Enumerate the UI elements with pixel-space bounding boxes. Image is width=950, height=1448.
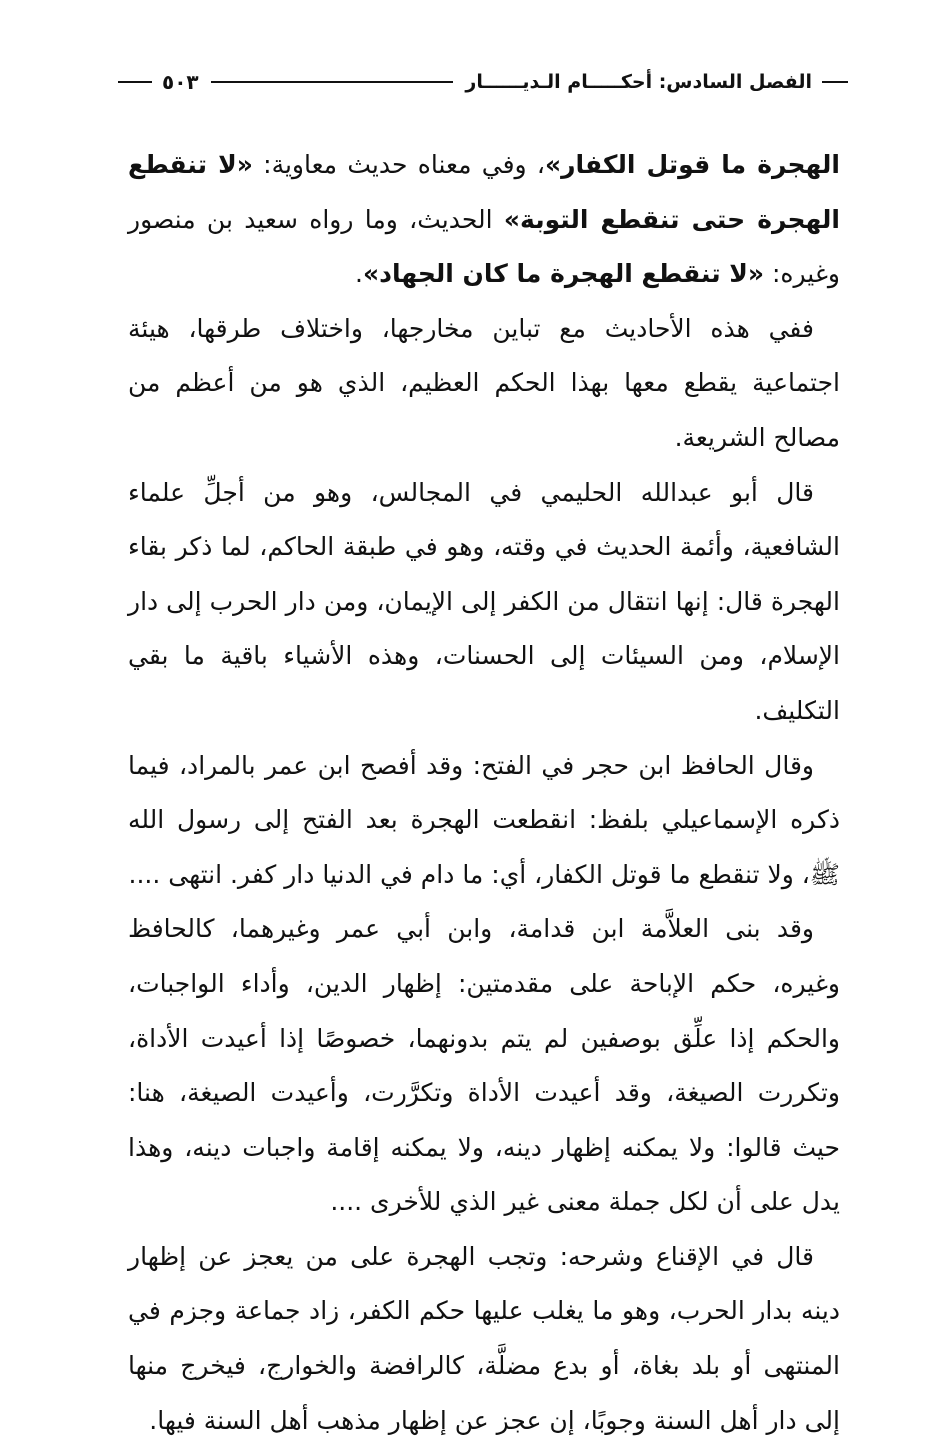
text-run: وقد بنى العلاَّمة ابن قدامة، وابن أبي عمر وغيرهما، كالحافظ وغيره، حكم الإباحة على مقدمتين: إظهار الدين، وأداء الواجبات، والحكم إذا علِّق بوصفين لم يتم بدونهما، خصوصًا إذا أعيدت الأداة، وتكررت الصيغة، وقد أعيدت الأداة وتكرَّرت، وأعيدت الصيغة، هنا: حيث قالوا: ولا يمكنه إظهار دينه، ولا يمكنه إقامة واجبات دينه، وهذا يدل على أن لكل جملة معنى غير الذي للأخرى .... — [128, 914, 840, 1217]
text-run: . — [355, 259, 363, 289]
text-run: قال في الإقناع وشرحه: وتجب الهجرة على من يعجز عن إظهار دينه بدار الحرب، وهو ما يغلب عليها حكم الكفر، زاد جماعة وجزم في المنتهى أو بلد بغاة، أو بدع مضلَّة، كالرافضة والخوارج، فيخرج منها إلى دار أهل السنة وجوبًا، إن عجز عن إظهار مذهب أهل السنة فيها. — [128, 1241, 840, 1435]
paragraph — [128, 138, 840, 302]
paragraph — [128, 739, 840, 903]
text-run: وقال الحافظ ابن حجر في الفتح: وقد أفصح ابن عمر بالمراد، فيما ذكره الإسماعيلي بلفظ: انقطعت الهجرة بعد الفتح إلى رسول الله ﷺ، ولا تنقطع ما قوتل الكفار، أي: ما دام في الدنيا دار كفر. انتهى .... — [128, 750, 840, 889]
page-number: ٥٠٣ — [162, 70, 199, 94]
running-header — [118, 60, 848, 104]
hadith-quote: الهجرة ما قوتل الكفار» — [545, 150, 840, 179]
book-page — [128, 60, 840, 1448]
text-run: الحديث، وما رواه سعيد بن منصور وغيره: — [128, 204, 840, 289]
header-dash-left — [118, 81, 152, 83]
hadith-quote: «لا تنقطع الهجرة ما كان الجهاد» — [362, 259, 765, 289]
body-text — [128, 138, 840, 1448]
text-run: ففي هذه الأحاديث مع تباين مخارجها، واختلاف طرقها، هيئة اجتماعية يقطع معها بهذا الحكم العظيم، الذي هو من أعظم من مصالح الشريعة. — [128, 313, 840, 452]
hadith-quote: «لا تنقطع الهجرة حتى تنقطع التوبة» — [128, 150, 840, 234]
text-run: قال أبو عبدالله الحليمي في المجالس، وهو من أجلِّ علماء الشافعية، وأئمة الحديث في وقته، وهو في طبقة الحاكم، لما ذكر بقاء الهجرة قال: إنها انتقال من الكفر إلى الإيمان، ومن دار الحرب إلى دار الإسلام، ومن السيئات إلى الحسنات، وهذه الأشياء باقية ما بقي التكليف. — [128, 477, 840, 725]
header-dash-right — [822, 81, 848, 83]
text-run: ، وفي معناه حديث معاوية: — [252, 150, 545, 179]
paragraph — [128, 1230, 840, 1448]
paragraph — [128, 902, 840, 1230]
chapter-title: الفصل السادس: أحكـــــام الـديــــــار — [465, 71, 812, 93]
paragraph — [128, 466, 840, 739]
paragraph — [128, 302, 840, 466]
header-rule — [211, 81, 454, 83]
